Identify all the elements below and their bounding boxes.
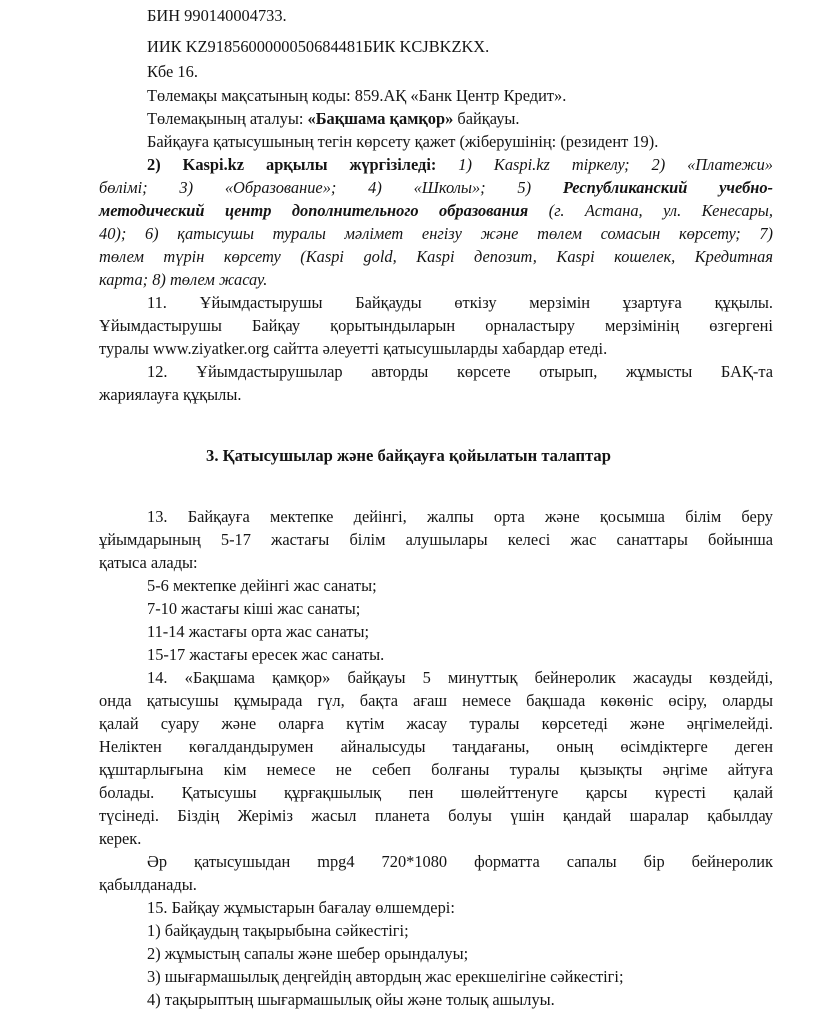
format-line-1: Әр қатысушыдан mpg4 720*1080 форматта сапалы бір бейнеролик <box>147 852 773 871</box>
age-category-item: 7-10 жастағы кіші жас санаты; <box>147 599 361 618</box>
p11-line-3: туралы www.ziyatker.org сайтта әлеуетті қатысушыларды хабардар етеді. <box>99 339 608 358</box>
kaspi-line-6: карта; 8) төлем жасау. <box>99 270 268 289</box>
kaspi-step-1: 1) Kaspi.kz тіркелу; 2) «Платежи» <box>436 155 774 174</box>
payment-name-suffix: байқауы. <box>453 109 520 128</box>
section-3-heading: 3. Қатысушылар және байқауға қойылатын талаптар <box>206 446 611 465</box>
contest-name: «Бақшама қамқор» <box>307 109 454 128</box>
indicate-line: Байқауға қатысушының тегін көрсету қажет (жіберушінің: (резидент 19). <box>147 132 659 151</box>
p14-line-3: қалай суару және оларға күтім жасау туралы көрсетеді және әңгімелейді. <box>99 714 773 733</box>
iik-bik-line: ИИК KZ9185600000050684481БИК KCJBKZKX. <box>147 37 490 56</box>
p14-line-1: 14. «Бақшама қамқор» байқауы 5 минуттық бейнеролик жасауды көздейді, <box>147 668 773 687</box>
kaspi-line-1 <box>147 155 773 175</box>
kaspi-line-5: төлем түрін көрсету (Kaspi gold, Kaspi депозит, Kaspi кошелек, Кредитная <box>99 247 773 266</box>
p14-line-6: болады. Қатысушы құрғақшылық пен шөлейттенуге қарсы күресті қалай <box>99 783 773 802</box>
kaspi-heading: 2) Kaspi.kz арқылы жүргізіледі: <box>147 155 437 174</box>
p13-line-1: 13. Байқауға мектепке дейінгі, жалпы орта және қосымша білім беру <box>147 507 773 526</box>
p13-line-3: қатыса алады: <box>99 553 198 572</box>
criteria-item: 2) жұмыстың сапалы және шебер орындалуы; <box>147 944 469 963</box>
p15-title: 15. Байқау жұмыстарын бағалау өлшемдері: <box>147 898 455 917</box>
age-category-item: 11-14 жастағы орта жас санаты; <box>147 622 370 641</box>
purpose-code-line: Төлемақы мақсатының коды: 859.АҚ «Банк Центр Кредит». <box>147 86 567 105</box>
age-category-item: 5-6 мектепке дейінгі жас санаты; <box>147 576 377 595</box>
p12-line-1: 12. Ұйымдастырушылар авторды көрсете отырып, жұмысты БАҚ-та <box>147 362 773 381</box>
p14-line-4: Неліктен көгалдандырумен айналысуды таңдағаны, оның өсімдіктерге деген <box>99 737 773 756</box>
center-address: (г. Астана, ул. Кенесары, <box>528 201 774 220</box>
p14-line-7: түсінеді. Біздің Жеріміз жасыл планета болуы үшін қандай шаралар қабылдау <box>99 806 773 825</box>
criteria-item: 3) шығармашылық деңгейдің автордың жас ерекшелігіне сәйкестігі; <box>147 967 624 986</box>
bin-line: БИН 990140004733. <box>147 6 287 25</box>
criteria-item: 1) байқаудың тақырыбына сәйкестігі; <box>147 921 409 940</box>
format-line-2: қабылданады. <box>99 875 197 894</box>
p11-line-1: 11. Ұйымдастырушы Байқауды өткізу мерзімін ұзартуға құқылы. <box>147 293 773 312</box>
kaspi-steps-2-5: бөлімі; 3) «Образование»; 4) «Школы»; 5) <box>99 178 563 197</box>
center-name-part-2: методический центр дополнительного образования <box>99 201 529 220</box>
kbe-line: Кбе 16. <box>147 62 198 81</box>
payment-name-prefix: Төлемақының аталуы: <box>147 109 308 128</box>
p11-line-2: Ұйымдастырушы Байқау қорытындыларын орналастыру мерзімінің өзгергені <box>99 316 773 335</box>
kaspi-line-2 <box>99 178 773 198</box>
criteria-item: 4) тақырыптың шығармашылық ойы және толық ашылуы. <box>147 990 555 1009</box>
kaspi-line-4: 40); 6) қатысушы туралы мәлімет енгізу және төлем сомасын көрсету; 7) <box>99 224 773 243</box>
kaspi-line-3 <box>99 201 773 221</box>
age-category-item: 15-17 жастағы ересек жас санаты. <box>147 645 385 664</box>
p14-line-5: құштарлығына кім немесе не себеп болғаны туралы қызықты әңгіме айтуға <box>99 760 773 779</box>
center-name-part-1: Республиканский учебно- <box>562 178 774 197</box>
p12-line-2: жариялауға құқылы. <box>99 385 242 404</box>
p14-line-8: керек. <box>99 829 142 848</box>
p13-line-2: ұйымдарының 5-17 жастағы білім алушылары келесі жас санаттары бойынша <box>99 530 773 549</box>
p14-line-2: онда қатысушы құмырада гүл, бақта ағаш немесе бақшада көкөніс өсіру, оларды <box>99 691 773 710</box>
payment-name-line <box>147 109 520 129</box>
